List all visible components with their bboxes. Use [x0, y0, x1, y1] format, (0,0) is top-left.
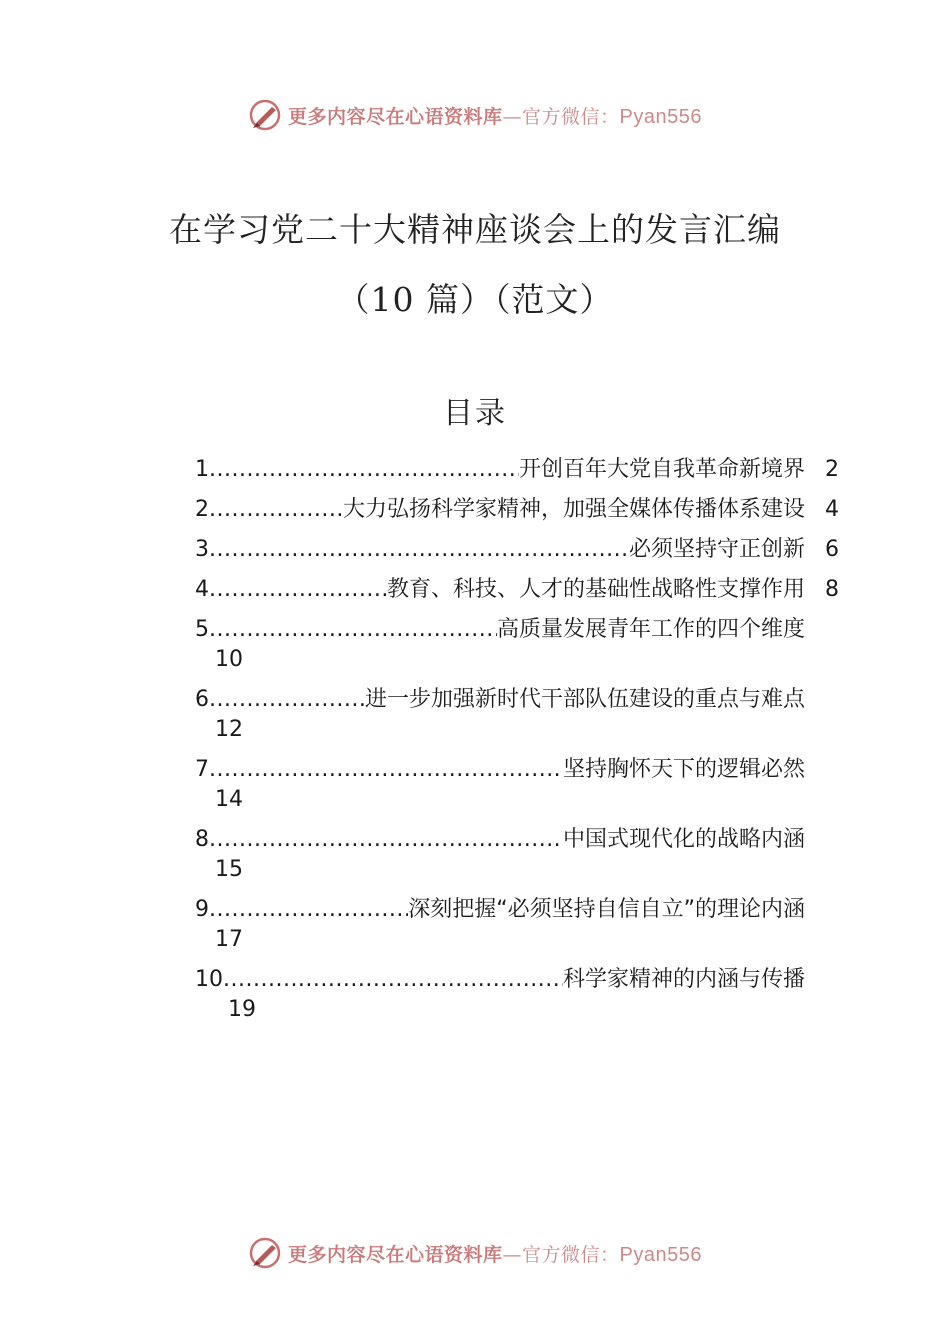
- toc-entry-8[interactable]: [195, 825, 845, 895]
- toc-entry-5[interactable]: [195, 615, 845, 685]
- watermark-label: 官方微信：: [522, 105, 620, 128]
- document-title: 在学习党二十大精神座谈会上的发言汇编: [169, 210, 781, 249]
- toc-entry-9[interactable]: [195, 895, 845, 965]
- toc-heading: 目录: [443, 396, 507, 431]
- toc-leader-dots: [209, 895, 408, 925]
- toc-entry-title: 教育、科技、人才的基础性战略性支撑作用: [386, 577, 805, 602]
- toc-entry-number: 7: [195, 757, 209, 782]
- table-of-contents: [195, 455, 845, 1035]
- pen-logo-icon: [248, 98, 282, 132]
- toc-entry-title: 进一步加强新时代干部队伍建设的重点与难点: [364, 687, 805, 712]
- toc-entry-10[interactable]: [195, 965, 845, 1035]
- toc-leader-dots: [209, 575, 387, 605]
- toc-entry-number: 8: [195, 827, 209, 852]
- toc-entry-number: 2: [195, 497, 209, 522]
- toc-leader-dots: [223, 965, 563, 995]
- toc-entry-page: 2: [825, 457, 839, 482]
- toc-entry-number: 9: [195, 897, 209, 922]
- toc-entry-title: 科学家精神的内涵与传播: [562, 967, 805, 992]
- toc-entry-number: 5: [195, 617, 209, 642]
- toc-entry-page: 12: [215, 717, 243, 742]
- toc-entry-title: 中国式现代化的战略内涵: [562, 827, 805, 852]
- toc-entry-page: 17: [215, 927, 243, 952]
- toc-entry-4[interactable]: [195, 575, 845, 615]
- toc-entry-page: 19: [228, 997, 256, 1022]
- toc-leader-dots: [209, 455, 519, 485]
- toc-entry-number: 10: [195, 967, 223, 992]
- watermark-brand: 更多内容尽在心语资料库: [288, 1243, 503, 1266]
- toc-entry-3[interactable]: [195, 535, 845, 575]
- toc-entry-number: 6: [195, 687, 209, 712]
- toc-entry-page: 8: [825, 577, 839, 602]
- toc-entry-number: 3: [195, 537, 209, 562]
- watermark-brand: 更多内容尽在心语资料库: [288, 105, 503, 128]
- toc-entry-page: 15: [215, 857, 243, 882]
- toc-entry-2[interactable]: [195, 495, 845, 535]
- toc-entry-title: 必须坚持守正创新: [628, 537, 805, 562]
- watermark-label: 官方微信：: [522, 1243, 620, 1266]
- toc-entry-title: 坚持胸怀天下的逻辑必然: [562, 757, 805, 782]
- toc-entry-page: 10: [215, 647, 243, 672]
- toc-entry-1[interactable]: [195, 455, 845, 495]
- toc-leader-dots: [209, 685, 365, 715]
- footer-watermark: [0, 1233, 950, 1273]
- watermark-wechat-id: Pyan556: [619, 1243, 702, 1266]
- header-watermark: [0, 95, 950, 135]
- watermark-separator: —: [502, 1243, 523, 1266]
- toc-leader-dots: [209, 615, 497, 645]
- toc-leader-dots: [209, 535, 629, 565]
- toc-entry-title: 大力弘扬科学家精神，加强全媒体传播体系建设: [342, 497, 805, 522]
- toc-entry-page: 4: [825, 497, 839, 522]
- toc-entry-7[interactable]: [195, 755, 845, 825]
- toc-leader-dots: [209, 495, 343, 525]
- toc-entry-title: 深刻把握“必须坚持自信自立”的理论内涵: [408, 897, 805, 922]
- toc-leader-dots: [209, 825, 563, 855]
- toc-entry-page: 6: [825, 537, 839, 562]
- watermark-text: [288, 1240, 702, 1267]
- toc-leader-dots: [209, 755, 563, 785]
- toc-entry-title: 高质量发展青年工作的四个维度: [496, 617, 805, 642]
- pen-logo-icon: [248, 1236, 282, 1270]
- toc-entry-page: 14: [215, 787, 243, 812]
- toc-entry-number: 4: [195, 577, 209, 602]
- watermark-text: [288, 102, 702, 129]
- document-subtitle: （10 篇）（范文）: [336, 280, 614, 319]
- watermark-wechat-id: Pyan556: [619, 105, 702, 128]
- toc-entry-6[interactable]: [195, 685, 845, 755]
- toc-entry-title: 开创百年大党自我革命新境界: [518, 457, 805, 482]
- toc-entry-number: 1: [195, 457, 209, 482]
- watermark-separator: —: [502, 105, 523, 128]
